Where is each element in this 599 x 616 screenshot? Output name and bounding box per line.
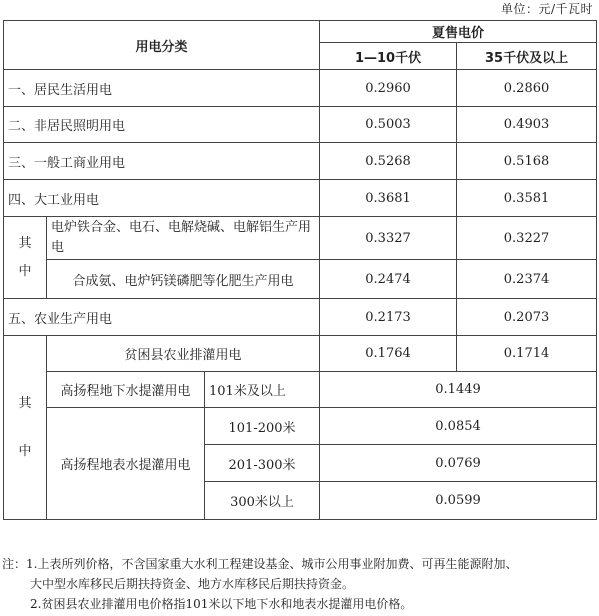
table-row: [4, 143, 597, 180]
header-row-1: [4, 21, 597, 43]
price-merged: 0.1449: [320, 372, 597, 408]
note-line: 2.贫困县农业排灌用电价格指101米以下地下水和地表水提灌用电价格。: [30, 597, 413, 611]
unit-label: 单位：元/千瓦时: [500, 2, 593, 16]
table-row: [4, 217, 597, 260]
price-low: 0.2474: [320, 260, 457, 299]
table-row: [4, 180, 597, 217]
lift-tier: 101-200米: [205, 408, 320, 445]
price-high: 0.1714: [457, 336, 597, 372]
row-label: 四、大工业用电: [4, 180, 320, 217]
row-label: 贫困县农业排灌用电: [47, 336, 320, 372]
price-high: 0.2374: [457, 260, 597, 299]
qizhong-gap: [8, 418, 42, 438]
header-summer-price: 夏售电价: [320, 21, 597, 43]
header-category: 用电分类: [4, 21, 320, 70]
note-line: 大中型水库移民后期扶持资金、地方水库移民后期扶持资金。: [30, 577, 355, 591]
price-low: 0.3327: [320, 217, 457, 260]
price-low: 0.3681: [320, 180, 457, 217]
qizhong-label: [4, 336, 47, 520]
table-row: [4, 372, 597, 408]
lift-tier: 300米以上: [205, 482, 320, 520]
price-high: 0.5168: [457, 143, 597, 180]
header-voltage-low: 1—10千伏: [320, 43, 457, 70]
price-high: 0.2860: [457, 70, 597, 107]
table-notes: [2, 554, 598, 614]
price-high: 0.2073: [457, 299, 597, 336]
price-high: 0.3227: [457, 217, 597, 260]
row-label: 高扬程地下水提灌用电: [47, 372, 205, 408]
row-label: 三、一般工商业用电: [4, 143, 320, 180]
lift-tier: 101米及以上: [205, 372, 320, 408]
row-label: 五、农业生产用电: [4, 299, 320, 336]
qizhong-char: 中: [18, 263, 32, 279]
table-row: [4, 336, 597, 372]
price-low: 0.2960: [320, 70, 457, 107]
electricity-price-table: [3, 20, 597, 520]
qizhong-char: 其: [18, 395, 32, 411]
qizhong-char: 中: [18, 443, 32, 459]
price-high: 0.4903: [457, 107, 597, 143]
price-low: 0.1764: [320, 336, 457, 372]
row-label: 合成氨、电炉钙镁磷肥等化肥生产用电: [47, 260, 320, 299]
price-merged: 0.0854: [320, 408, 597, 445]
qizhong-char: 其: [18, 235, 32, 251]
table-row: [4, 107, 597, 143]
table-row: [4, 260, 597, 299]
header-voltage-high: 35千伏及以上: [457, 43, 597, 70]
qizhong-label: [4, 217, 47, 299]
price-high: 0.3581: [457, 180, 597, 217]
table-row: [4, 299, 597, 336]
lift-tier: 201-300米: [205, 445, 320, 482]
price-merged: 0.0599: [320, 482, 597, 520]
price-merged: 0.0769: [320, 445, 597, 482]
price-low: 0.2173: [320, 299, 457, 336]
note-line: 注：1.上表所列价格，不含国家重大水利工程建设基金、城市公用事业附加费、可再生能源附加、: [2, 557, 518, 571]
table-row: [4, 70, 597, 107]
row-label: 电炉铁合金、电石、电解烧碱、电解铝生产用电: [47, 217, 320, 260]
row-label: 一、居民生活用电: [4, 70, 320, 107]
row-label: 高扬程地表水提灌用电: [47, 408, 205, 520]
row-label: 二、非居民照明用电: [4, 107, 320, 143]
price-low: 0.5003: [320, 107, 457, 143]
price-low: 0.5268: [320, 143, 457, 180]
table-row: [4, 408, 597, 445]
